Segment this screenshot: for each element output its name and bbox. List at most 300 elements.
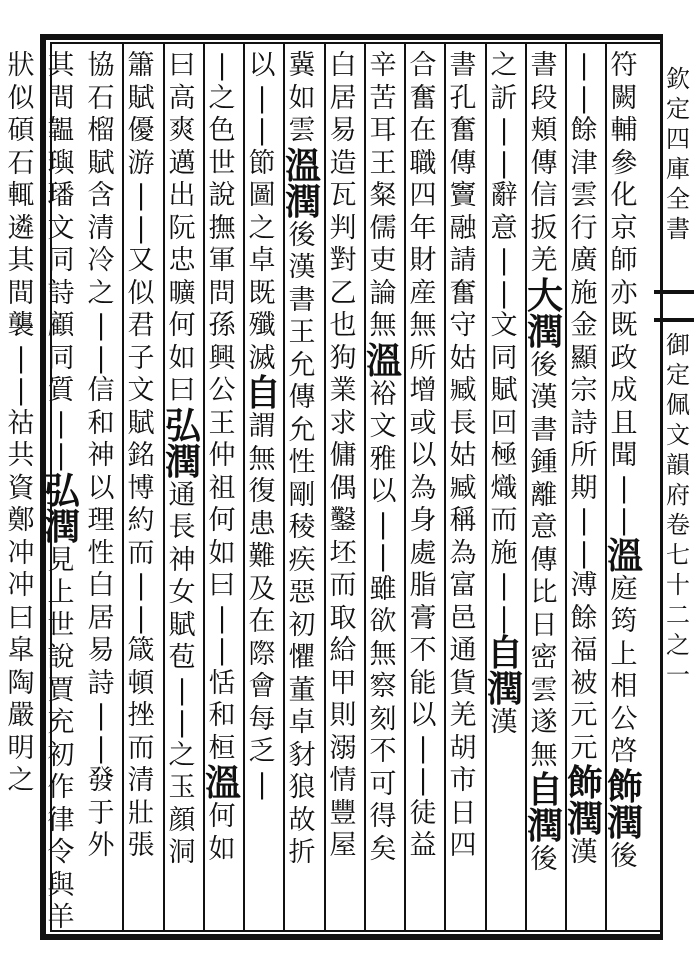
margin-glyph: 七 — [666, 541, 690, 569]
glyph: | — [619, 472, 629, 504]
glyph: 判 — [329, 212, 357, 244]
glyph: 財 — [409, 245, 437, 276]
glyph: 共 — [7, 440, 35, 471]
glyph: 潤 — [567, 798, 604, 840]
glyph: 初 — [288, 609, 316, 641]
glyph: 箴 — [127, 635, 155, 666]
glyph: 稱 — [449, 505, 477, 536]
glyph: 易 — [87, 635, 115, 666]
glyph: 如 — [208, 537, 236, 569]
glyph: 曰 — [208, 570, 236, 601]
glyph: | — [499, 115, 509, 146]
glyph: 遂 — [530, 707, 558, 738]
glyph: 剛 — [288, 479, 316, 511]
glyph: 難 — [248, 541, 276, 572]
glyph: 簫 — [127, 50, 155, 81]
glyph: | — [257, 768, 267, 800]
glyph: 闕 — [610, 82, 638, 114]
glyph: | — [217, 50, 227, 81]
glyph: 冷 — [87, 245, 115, 276]
glyph: 之 — [7, 765, 35, 796]
glyph: 祖 — [208, 472, 236, 504]
glyph: 挫 — [127, 700, 155, 731]
margin-glyph: 韻 — [666, 451, 690, 479]
glyph: | — [378, 541, 388, 572]
text-column — [164, 50, 200, 870]
glyph: 四 — [409, 180, 437, 211]
glyph: | — [96, 310, 106, 341]
margin-glyph: 二 — [666, 601, 690, 629]
glyph: 遴 — [7, 212, 35, 244]
glyph: 高 — [168, 82, 196, 114]
text-column — [365, 50, 401, 866]
glyph: 元 — [570, 732, 598, 764]
glyph: 以 — [409, 700, 437, 731]
glyph: | — [499, 277, 509, 309]
glyph: 身 — [409, 505, 437, 536]
glyph: 同 — [47, 342, 75, 374]
glyph: 董 — [288, 674, 316, 706]
margin-glyph: 庫 — [666, 155, 690, 183]
glyph: 苞 — [168, 642, 196, 673]
glyph: 漢 — [530, 382, 558, 413]
glyph: 襲 — [7, 310, 35, 341]
glyph: 頬 — [530, 115, 558, 146]
glyph: 賦 — [490, 375, 518, 406]
glyph: 上 — [47, 577, 75, 608]
margin-glyph: 十 — [666, 571, 690, 599]
glyph: 瓦 — [329, 180, 357, 211]
margin-glyph: 定 — [666, 361, 690, 389]
glyph: 以 — [409, 440, 437, 471]
glyph: 公 — [208, 375, 236, 406]
glyph: 頓 — [127, 667, 155, 699]
glyph: 比 — [530, 577, 558, 608]
glyph: 潤 — [607, 801, 644, 844]
glyph: 意 — [530, 512, 558, 543]
glyph: 京 — [610, 212, 638, 244]
glyph: 坯 — [329, 537, 357, 569]
glyph: 故 — [288, 804, 316, 836]
glyph: 性 — [288, 447, 316, 478]
glyph: 游 — [127, 147, 155, 179]
glyph: 所 — [570, 440, 598, 471]
glyph: 間 — [7, 277, 35, 309]
glyph: 傳 — [449, 147, 477, 179]
glyph: 自 — [245, 372, 282, 414]
text-column — [204, 50, 240, 866]
glyph: 節 — [248, 147, 276, 179]
glyph: 書 — [530, 414, 558, 446]
glyph: 輒 — [7, 180, 35, 211]
glyph: | — [136, 180, 146, 211]
glyph: 書 — [449, 50, 477, 81]
glyph: 業 — [329, 375, 357, 406]
glyph: 元 — [570, 700, 598, 731]
glyph: 信 — [87, 375, 115, 406]
glyph: 相 — [610, 671, 638, 702]
glyph: | — [96, 732, 106, 764]
glyph: 際 — [248, 638, 276, 670]
glyph: 軍 — [208, 245, 236, 276]
glyph: 無 — [248, 443, 276, 475]
glyph: 溫 — [366, 339, 403, 382]
text-column — [606, 50, 642, 873]
glyph: 文 — [127, 375, 155, 406]
glyph: 津 — [570, 147, 598, 179]
glyph: 懼 — [288, 642, 316, 673]
glyph: 阮 — [168, 212, 196, 244]
glyph: 可 — [369, 768, 397, 800]
glyph: 雲 — [530, 674, 558, 706]
glyph: 年 — [409, 212, 437, 244]
margin-glyph: 四 — [666, 125, 690, 153]
glyph: 居 — [329, 82, 357, 114]
glyph: 益 — [409, 830, 437, 861]
glyph: 聞 — [610, 440, 638, 471]
glyph: 後 — [288, 219, 316, 251]
glyph: 胡 — [449, 732, 477, 764]
glyph: 疾 — [288, 544, 316, 576]
glyph: 羊 — [47, 902, 75, 933]
glyph: 之 — [490, 50, 518, 81]
glyph: 在 — [409, 115, 437, 146]
glyph: 無 — [369, 638, 397, 670]
margin-glyph: 一 — [666, 661, 690, 689]
text-column — [123, 50, 159, 863]
glyph: 間 — [47, 82, 75, 114]
margin-label-top — [664, 64, 692, 244]
glyph: 偶 — [329, 472, 357, 504]
glyph: | — [136, 602, 146, 634]
text-column — [244, 50, 280, 801]
glyph: 餘 — [570, 602, 598, 634]
glyph: 富 — [449, 570, 477, 601]
glyph: 無 — [409, 310, 437, 341]
glyph: 期 — [570, 472, 598, 504]
glyph: 得 — [369, 801, 397, 832]
glyph: 賦 — [127, 82, 155, 114]
glyph: 吏 — [369, 245, 397, 276]
glyph: 請 — [449, 245, 477, 276]
glyph: 而 — [127, 537, 155, 569]
glyph: 熾 — [490, 472, 518, 504]
glyph: 融 — [449, 212, 477, 244]
glyph: 作 — [47, 772, 75, 803]
glyph: 甲 — [329, 667, 357, 699]
margin-glyph: 文 — [666, 421, 690, 449]
glyph: 似 — [127, 277, 155, 309]
glyph: 榴 — [87, 115, 115, 146]
glyph: 漢 — [570, 837, 598, 868]
glyph: 輔 — [610, 115, 638, 146]
glyph: 碩 — [7, 115, 35, 146]
glyph: 石 — [87, 82, 115, 114]
glyph: | — [136, 212, 146, 244]
glyph: 溫 — [285, 144, 322, 187]
glyph: 公 — [610, 703, 638, 735]
glyph: 清 — [87, 212, 115, 244]
glyph: 金 — [570, 310, 598, 341]
glyph: | — [499, 602, 509, 634]
glyph: 文 — [490, 310, 518, 341]
glyph: | — [177, 674, 187, 706]
glyph: 稜 — [288, 512, 316, 543]
glyph: | — [499, 245, 509, 276]
glyph: | — [579, 50, 589, 81]
glyph: 賦 — [87, 147, 115, 179]
glyph: 筠 — [610, 606, 638, 637]
glyph: 狼 — [288, 772, 316, 803]
glyph: 之 — [87, 277, 115, 309]
margin-glyph: 欽 — [666, 65, 690, 93]
glyph: 雖 — [369, 573, 397, 605]
text-column — [43, 50, 79, 935]
glyph: 謂 — [248, 411, 276, 442]
glyph: 雲 — [570, 180, 598, 211]
glyph: 又 — [127, 245, 155, 276]
glyph: 則 — [329, 700, 357, 731]
glyph: 爽 — [168, 115, 196, 146]
glyph: 之 — [248, 212, 276, 244]
glyph: 乏 — [248, 736, 276, 767]
glyph: 成 — [610, 375, 638, 406]
glyph: 大 — [527, 274, 564, 317]
glyph: 鍾 — [530, 447, 558, 478]
glyph: 為 — [449, 537, 477, 569]
glyph: 溫 — [607, 534, 644, 577]
glyph: 庭 — [610, 573, 638, 605]
glyph: 恬 — [208, 667, 236, 699]
glyph: 既 — [248, 277, 276, 309]
glyph: 回 — [490, 407, 518, 439]
glyph: 極 — [490, 440, 518, 471]
glyph: 祜 — [7, 407, 35, 439]
glyph: 易 — [329, 115, 357, 146]
glyph: 質 — [47, 375, 75, 406]
glyph: 刻 — [369, 703, 397, 735]
glyph: 雲 — [288, 115, 316, 146]
glyph: 孔 — [449, 82, 477, 114]
glyph: | — [418, 765, 428, 796]
glyph: 化 — [610, 180, 638, 211]
margin-glyph: 卷 — [666, 511, 690, 539]
glyph: 而 — [490, 505, 518, 536]
glyph: 以 — [87, 472, 115, 504]
glyph: 優 — [127, 115, 155, 146]
glyph: 狗 — [329, 342, 357, 374]
glyph: 詩 — [47, 277, 75, 309]
glyph: | — [56, 407, 66, 439]
glyph: 璠 — [47, 180, 75, 211]
glyph: 性 — [87, 537, 115, 569]
text-column — [325, 50, 361, 863]
glyph: 溺 — [329, 732, 357, 764]
glyph: 文 — [47, 212, 75, 244]
glyph: 羌 — [530, 245, 558, 276]
glyph: 也 — [329, 310, 357, 341]
glyph: 世 — [208, 147, 236, 179]
glyph: 同 — [490, 342, 518, 374]
glyph: | — [499, 570, 509, 601]
glyph: 自 — [487, 632, 524, 674]
glyph: 溫 — [205, 762, 242, 804]
glyph: 賈 — [47, 674, 75, 706]
glyph: 王 — [369, 147, 397, 179]
glyph: 儒 — [369, 212, 397, 244]
glyph: | — [136, 570, 146, 601]
glyph: 問 — [208, 277, 236, 309]
glyph: 竇 — [449, 180, 477, 211]
glyph: 給 — [329, 635, 357, 666]
glyph: 漢 — [490, 707, 518, 738]
glyph: 後 — [530, 349, 558, 381]
glyph: 既 — [610, 310, 638, 341]
glyph: 出 — [168, 180, 196, 211]
glyph: 通 — [449, 635, 477, 666]
glyph: 初 — [47, 739, 75, 771]
glyph: 撫 — [208, 212, 236, 244]
glyph: 律 — [47, 804, 75, 836]
glyph: 廣 — [570, 245, 598, 276]
glyph: 色 — [208, 115, 236, 146]
glyph: 欲 — [369, 606, 397, 637]
glyph: 耳 — [369, 115, 397, 146]
margin-label-bottom — [664, 330, 692, 690]
glyph: 書 — [530, 50, 558, 81]
glyph: 滅 — [248, 342, 276, 374]
glyph: 福 — [570, 635, 598, 666]
glyph: 臧 — [449, 472, 477, 504]
glyph: 潤 — [527, 310, 564, 353]
glyph: | — [16, 375, 26, 406]
glyph: 不 — [409, 635, 437, 666]
glyph: 羌 — [449, 700, 477, 731]
glyph: 于 — [87, 797, 115, 829]
glyph: 傭 — [329, 440, 357, 471]
glyph: 長 — [168, 512, 196, 543]
glyph: 外 — [87, 830, 115, 861]
glyph: 辛 — [369, 50, 397, 81]
glyph: 賦 — [168, 609, 196, 641]
glyph: 裕 — [369, 378, 397, 410]
text-column — [486, 50, 522, 740]
glyph: 冲 — [7, 537, 35, 569]
glyph: | — [217, 635, 227, 666]
glyph: | — [579, 537, 589, 569]
glyph: 鑿 — [329, 505, 357, 536]
glyph: 如 — [208, 833, 236, 865]
glyph: 明 — [7, 732, 35, 764]
glyph: 潤 — [44, 505, 81, 548]
glyph: 對 — [329, 245, 357, 276]
glyph: 仲 — [208, 440, 236, 471]
glyph: 長 — [449, 407, 477, 439]
glyph: 豐 — [329, 797, 357, 829]
glyph: 神 — [87, 440, 115, 471]
glyph: 曰 — [168, 375, 196, 406]
glyph: 貨 — [449, 667, 477, 699]
glyph: 辭 — [490, 180, 518, 211]
glyph: 何 — [208, 801, 236, 832]
glyph: 邁 — [168, 147, 196, 179]
glyph: 曰 — [7, 602, 35, 634]
glyph: 信 — [530, 180, 558, 211]
glyph: 自 — [527, 769, 564, 811]
glyph: | — [619, 505, 629, 536]
glyph: 以 — [248, 50, 276, 81]
glyph: | — [96, 342, 106, 374]
glyph: 石 — [7, 147, 35, 179]
text-column — [284, 50, 320, 870]
glyph: 而 — [329, 570, 357, 601]
glyph: 興 — [208, 342, 236, 374]
glyph: 上 — [610, 638, 638, 670]
text-column — [405, 50, 441, 863]
glyph: 理 — [87, 505, 115, 536]
glyph: 傳 — [530, 544, 558, 576]
glyph: 論 — [369, 277, 397, 309]
glyph: | — [499, 147, 509, 179]
glyph: 潤 — [165, 440, 202, 483]
glyph: 何 — [208, 505, 236, 536]
glyph: 清 — [127, 765, 155, 796]
glyph: 意 — [490, 212, 518, 244]
margin-glyph: 定 — [666, 95, 690, 123]
glyph: | — [579, 505, 589, 536]
glyph: 說 — [208, 180, 236, 211]
glyph: 臧 — [449, 375, 477, 406]
glyph: 張 — [127, 830, 155, 861]
glyph: 允 — [288, 414, 316, 446]
margin-glyph: 佩 — [666, 391, 690, 419]
glyph: 資 — [7, 472, 35, 504]
glyph: 女 — [168, 577, 196, 608]
glyph: 君 — [127, 310, 155, 341]
glyph: 王 — [288, 317, 316, 348]
glyph: 書 — [288, 284, 316, 316]
glyph: 忠 — [168, 245, 196, 276]
glyph: 顔 — [168, 804, 196, 836]
glyph: 銘 — [127, 440, 155, 471]
glyph: 取 — [329, 602, 357, 634]
glyph: 傳 — [288, 382, 316, 413]
glyph: | — [579, 82, 589, 114]
glyph: | — [418, 732, 428, 764]
glyph: 約 — [127, 505, 155, 536]
glyph: 狀 — [7, 50, 35, 81]
glyph: 神 — [168, 544, 196, 576]
glyph: 白 — [87, 570, 115, 601]
glyph: 市 — [449, 765, 477, 796]
glyph: 其 — [7, 245, 35, 276]
glyph: | — [56, 440, 66, 471]
glyph: 徒 — [409, 797, 437, 829]
glyph: 啓 — [610, 736, 638, 767]
glyph: 邑 — [449, 602, 477, 634]
glyph: | — [217, 602, 227, 634]
glyph: 玉 — [168, 772, 196, 803]
glyph: 脂 — [409, 570, 437, 601]
glyph: 嚴 — [7, 700, 35, 731]
glyph: 求 — [329, 407, 357, 439]
glyph: 亦 — [610, 277, 638, 309]
glyph: | — [257, 82, 267, 114]
glyph: 參 — [610, 147, 638, 179]
glyph: 扳 — [530, 212, 558, 244]
glyph: 之 — [208, 82, 236, 114]
glyph: 孫 — [208, 310, 236, 341]
